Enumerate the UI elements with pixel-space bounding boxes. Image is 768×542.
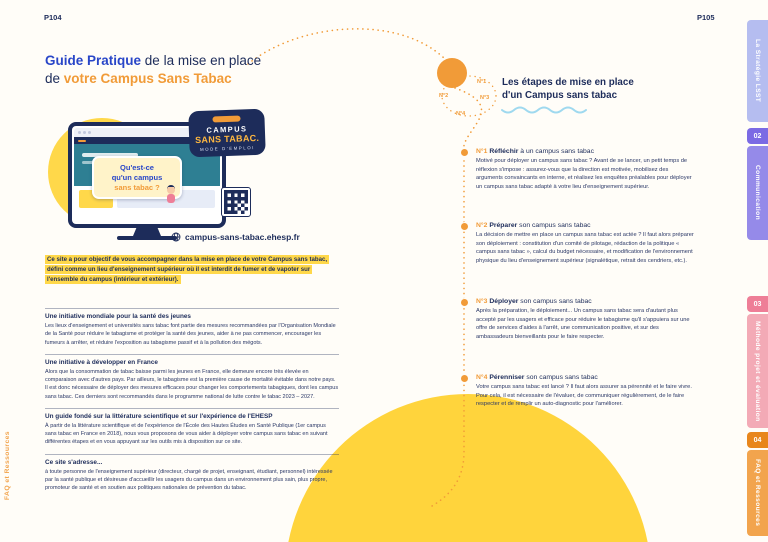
path-label-n1: N°1: [477, 79, 487, 85]
current-section-label: FAQ et Ressources: [4, 431, 11, 501]
globe-icon: [171, 232, 181, 242]
tab-number-02[interactable]: 02: [747, 128, 768, 144]
step-verb: Pérenniser: [489, 374, 525, 381]
title-part-campus-sans-tabac: votre Campus Sans Tabac: [63, 70, 232, 86]
character-illustration: [164, 185, 178, 207]
card-line-2: qu'un campus: [111, 172, 163, 182]
step-heading: [476, 374, 696, 381]
section-body: à toute personne de l'enseignement supérieur (directeur, chargé de projet, enseignant, étudiant, personnel) intéressée par la santé publique et désireuse d'accueillir les usagers du campus dans un environnement plus sain, plus propre, promoteur de santé et en soutien aux politiques nationales de prévention du tabac.: [45, 468, 333, 491]
tab-number-03[interactable]: 03: [747, 296, 768, 312]
step-verb: Réfléchir: [489, 148, 519, 155]
badge-line-campus: CAMPUS: [206, 124, 248, 135]
step-body: Après la préparation, le déploiement... Un campus sans tabac sera d'autant plus accepté par les usagers et efficace pour réduire le tabagisme qu'il s'appuiera sur une offre de services d'aides à l'arrêt, une communication positive, et sur des ambassadeurs bienveillants pour le faire respecter.: [476, 308, 690, 340]
step-verb: Préparer: [489, 222, 518, 229]
step-heading-rest: son campus sans tabac: [520, 298, 592, 305]
step-heading: [476, 298, 696, 305]
step-perenniser: [476, 374, 696, 409]
current-section-rail[interactable]: [4, 404, 11, 528]
step-marker-dot: [460, 222, 469, 231]
right-title-line-1: Les étapes de mise en place: [502, 77, 634, 88]
step-body: Votre campus sans tabac est lancé ? Il faut alors assurer sa pérennité et le faire vivre. Pour cela, il est nécessaire de l'évaluer, de communiquer régulièrement, de le faire respecter et de remplir un auto-diagnostic pour l'améliorer.: [476, 384, 692, 408]
website-url-text: campus-sans-tabac.ehesp.fr: [185, 232, 300, 242]
right-title-line-2: d'un Campus sans tabac: [502, 90, 618, 102]
badge-line-mode-emploi: MODE D'EMPLOI: [199, 145, 256, 152]
step-reflechir: [476, 148, 696, 191]
card-line-1: Qu'est-ce: [120, 163, 154, 172]
tab-communication[interactable]: [747, 146, 768, 240]
right-page-title: [502, 76, 634, 102]
step-marker-dot: [460, 148, 469, 157]
step-number: N°3: [476, 298, 488, 305]
browser-dot: [88, 131, 91, 134]
step-number: N°1: [476, 148, 488, 155]
section-body: Les lieux d'enseignement et universités sans tabac font partie des mesures recommandées par l'Organisation Mondiale de la Santé pour réduire le tabagisme et protéger la santé des jeunes, aider à ne pas commencer, encourager les fumeurs à arrêter, et réduire l'exposition au tabagisme passif et à la pollution des mégots.: [45, 323, 336, 346]
path-label-n4: N°4: [456, 111, 466, 117]
section-guide-fonde: [45, 408, 339, 447]
tab-label: FAQ et Ressources: [754, 459, 761, 527]
step-heading: [476, 222, 696, 229]
section-heading: Ce site s'adresse...: [45, 458, 103, 466]
section-heading: Une initiative mondiale pour la santé des jeunes: [45, 313, 191, 320]
tab-methode-projet-evaluation[interactable]: [747, 314, 768, 428]
step-deployer: [476, 298, 696, 341]
step-heading-rest: son campus sans tabac: [526, 374, 598, 381]
left-page-sections: [45, 308, 339, 499]
section-heading: Un guide fondé sur la littérature scientifique et sur l'expérience de l'EHESP: [45, 412, 273, 420]
step-heading-rest: à un campus sans tabac: [520, 148, 594, 155]
tab-number-04[interactable]: 04: [747, 432, 768, 448]
step-number: N°4: [476, 374, 488, 381]
browser-dot: [83, 131, 86, 134]
title-part-guide-pratique: Guide Pratique: [45, 53, 142, 68]
section-heading: Une initiative à développer en France: [45, 358, 158, 366]
intro-highlight-text: Ce site a pour objectif de vous accompagner dans la mise en place de votre Campus sans tabac, défini comme un lieu d'enseignement supérieur où il est interdit de fumer et de vapoter sur l'ensemble du campus (intérieur et extérieur).: [47, 256, 328, 284]
section-body: À partir de la littérature scientifique et de l'expérience de l'École des Hautes Études en Santé Publique (1er campus sans tabac en France en 2018), nous vous proposons de vous aider à déployer votre campus sans tabac en suivant différentes étapes et en vous appuyant sur les outils mis à disposition sur ce site.: [45, 422, 328, 446]
website-link[interactable]: [171, 232, 300, 242]
left-page-title: [45, 52, 261, 87]
monitor-stand: [133, 226, 161, 236]
page-number-left: P104: [44, 13, 62, 22]
step-number: N°2: [476, 222, 488, 229]
browser-dot: [78, 131, 81, 134]
step-body: La décision de mettre en place un campus sans tabac est actée ? Il faut alors préparer son déploiement : constitution d'un comité de pilotage, rédaction de la politique « campus sans tabac », calcul du budget nécessaire, et modification de l'environnement physique du lieu d'enseignement supérieur (signalétique, retrait des cendriers, etc.).: [476, 232, 694, 264]
monitor-base: [117, 236, 177, 240]
section-initiative-france: [45, 354, 339, 401]
step-verb: Déployer: [489, 298, 519, 305]
badge-line-sans-tabac: SANS TABAC.: [194, 132, 260, 146]
qr-code: [221, 187, 251, 217]
section-ce-site-sadresse: [45, 454, 339, 493]
step-marker-dot: [460, 374, 469, 383]
title-part-de: de: [45, 70, 61, 86]
campus-sans-tabac-badge: [188, 109, 266, 158]
tab-label: La Stratégie LSST: [754, 39, 761, 103]
step-heading: [476, 148, 696, 155]
tab-faq-et-ressources[interactable]: [747, 450, 768, 536]
step-marker-dot: [460, 298, 469, 307]
path-label-n2: N°2: [439, 93, 449, 99]
title-part-mise-en-place: de la mise en place: [144, 53, 262, 68]
step-preparer: [476, 222, 696, 265]
card-line-3: sans tabac ?: [114, 182, 160, 192]
tab-label: Communication: [754, 165, 761, 221]
section-body: Alors que la consommation de tabac baisse parmi les jeunes en France, elle demeure encore très élevée en comparaison avec d'autres pays. Par ailleurs, le tabagisme est la première cause de mortalité évitable dans notre pays. Il est donc nécessaire de déployer des mesures efficaces pour changer les comportements tabagiques, dont les campus sans tabac. Ces derniers sont recommandés dans le programme national de lutte contre le tabac 2023 – 2027.: [45, 368, 339, 400]
step-heading-rest: son campus sans tabac: [519, 222, 591, 229]
page-number-right: P105: [697, 13, 715, 22]
path-label-n3: N°3: [480, 95, 490, 101]
tab-label: Méthode projet et évaluation: [754, 320, 761, 422]
section-initiative-mondiale: [45, 308, 339, 347]
badge-tag-pill: [212, 116, 240, 123]
tab-la-strategie-lsst[interactable]: [747, 20, 768, 122]
step-body: Motivé pour déployer un campus sans tabac ? Avant de se lancer, un petit temps de réflexion s'impose : assurez-vous que la direction est motivée, mobilisez des arguments convaincants en interne, et réalisez les enquêtes préalables pour déployer un campus sans tabac adapté à votre lieu d'enseignement supérieur.: [476, 158, 692, 190]
intro-paragraph: [45, 255, 339, 285]
